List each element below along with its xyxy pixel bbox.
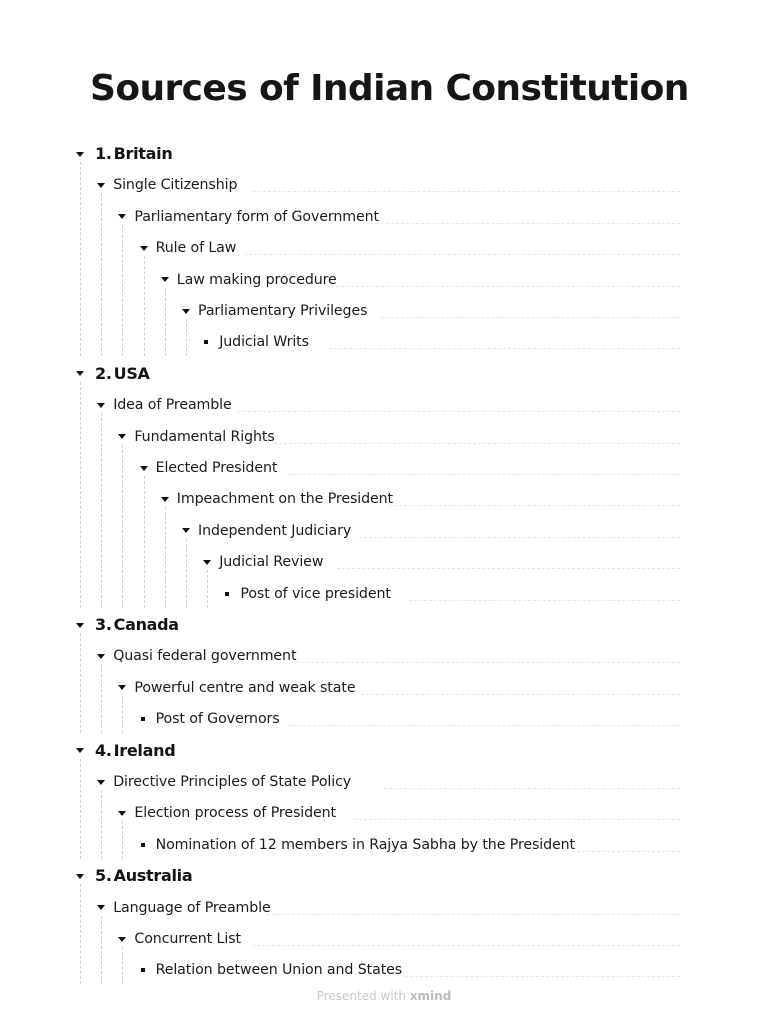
section-number: 3.: [95, 615, 112, 634]
collapse-arrow-icon[interactable]: [96, 651, 106, 661]
collapse-arrow-icon[interactable]: [160, 494, 170, 504]
indent-guide: [80, 382, 81, 608]
section-number: 1.: [95, 144, 112, 163]
outline-item[interactable]: [0, 550, 768, 574]
row-divider: [253, 191, 680, 192]
bullet-icon: [204, 340, 208, 344]
row-divider: [288, 474, 680, 475]
outline-item[interactable]: [0, 707, 768, 731]
row-divider: [267, 914, 680, 915]
indent-guide: [101, 916, 102, 985]
outline-item[interactable]: [0, 330, 768, 354]
footer-prefix: Presented with: [316, 989, 406, 1003]
outline-item-label: Quasi federal government: [113, 648, 297, 665]
outline-item[interactable]: [0, 958, 768, 982]
bullet-icon: [225, 592, 229, 596]
outline-item[interactable]: [0, 299, 768, 323]
outline-item-label: Language of Preamble: [113, 899, 271, 916]
outline-item[interactable]: [0, 801, 768, 825]
indent-guide: [122, 947, 123, 984]
outline-item[interactable]: [0, 487, 768, 511]
bullet-icon: [141, 717, 145, 721]
row-divider: [381, 317, 680, 318]
indent-guide: [144, 256, 145, 356]
outline-item-label: Impeachment on the President: [176, 491, 393, 508]
row-divider: [389, 505, 680, 506]
row-divider: [361, 694, 680, 695]
indent-guide: [165, 288, 166, 357]
row-divider: [409, 600, 680, 601]
outline-item[interactable]: [0, 770, 768, 794]
outline-item-label: Parliamentary form of Government: [134, 208, 380, 225]
outline-item-label: Fundamental Rights: [134, 428, 275, 445]
row-divider: [252, 945, 680, 946]
row-divider: [572, 851, 680, 852]
outline-item[interactable]: [0, 456, 768, 480]
outline-item-label: Single Citizenship: [113, 177, 238, 194]
indent-guide: [101, 193, 102, 356]
row-divider: [405, 976, 681, 977]
outline-item-label: Election process of President: [134, 805, 337, 822]
section-name: Canada: [113, 615, 179, 634]
row-divider: [238, 411, 680, 412]
outline-item-label: Parliamentary Privileges: [198, 303, 368, 319]
row-divider: [274, 443, 680, 444]
collapse-arrow-icon[interactable]: [117, 212, 127, 222]
row-divider: [337, 568, 680, 569]
outline-item[interactable]: [0, 268, 768, 292]
indent-guide: [80, 633, 81, 733]
outline-item[interactable]: [0, 425, 768, 449]
row-divider: [329, 348, 680, 349]
row-divider: [384, 788, 680, 789]
outline-item-label: Relation between Union and States: [155, 962, 403, 979]
collapse-arrow-icon[interactable]: [139, 463, 149, 473]
collapse-arrow-icon[interactable]: [75, 746, 85, 756]
section-row-ireland[interactable]: [0, 739, 768, 763]
indent-guide: [101, 790, 102, 859]
section-name: Australia: [113, 866, 193, 886]
row-divider: [376, 223, 680, 224]
indent-guide: [207, 570, 208, 607]
section-row-usa[interactable]: [0, 362, 768, 386]
collapse-arrow-icon[interactable]: [96, 400, 106, 410]
xmind-brand: xmind: [409, 989, 452, 1003]
collapse-arrow-icon[interactable]: [139, 243, 149, 253]
section-row-canada[interactable]: [0, 613, 768, 637]
outline-item[interactable]: [0, 173, 768, 197]
section-row-britain[interactable]: [0, 142, 768, 166]
outline-item[interactable]: [0, 833, 768, 857]
section-title: [95, 363, 150, 385]
outline-item-label: Idea of Preamble: [113, 397, 232, 414]
page-title: Sources of Indian Constitution: [90, 68, 689, 109]
collapse-arrow-icon[interactable]: [181, 526, 191, 536]
collapse-arrow-icon[interactable]: [96, 903, 106, 913]
row-divider: [354, 819, 680, 820]
section-name: USA: [113, 363, 150, 383]
indent-guide: [80, 162, 81, 356]
outline-item-label: Powerful centre and weak state: [134, 679, 356, 696]
row-divider: [331, 286, 680, 287]
collapse-arrow-icon[interactable]: [117, 934, 127, 944]
outline-item[interactable]: [0, 927, 768, 951]
presented-with-footer: [0, 989, 768, 1003]
section-number: 4.: [95, 740, 112, 760]
indent-guide: [165, 507, 166, 607]
indent-guide: [122, 696, 123, 733]
collapse-arrow-icon[interactable]: [160, 275, 170, 285]
outline-item-label: Nomination of 12 members in Rajya Sabha by the President: [155, 836, 576, 853]
outline-item-label: Post of Governors: [155, 711, 280, 728]
collapse-arrow-icon[interactable]: [75, 871, 85, 881]
indent-guide: [101, 664, 102, 733]
row-divider: [244, 254, 680, 255]
section-title: [95, 614, 179, 636]
row-divider: [288, 725, 680, 726]
collapse-arrow-icon[interactable]: [96, 777, 106, 787]
row-divider: [296, 662, 680, 663]
section-title: [95, 865, 192, 887]
outline-item[interactable]: [0, 519, 768, 543]
indent-guide: [122, 821, 123, 858]
section-name: Ireland: [113, 740, 176, 760]
indent-guide: [80, 884, 81, 984]
collapse-arrow-icon[interactable]: [117, 432, 127, 442]
indent-guide: [101, 413, 102, 607]
collapse-arrow-icon[interactable]: [117, 683, 127, 693]
outline-item[interactable]: [0, 582, 768, 606]
collapse-arrow-icon[interactable]: [181, 306, 191, 316]
indent-guide: [186, 319, 187, 356]
outline-item[interactable]: [0, 205, 768, 229]
indent-guide: [80, 759, 81, 859]
outline-item[interactable]: [0, 236, 768, 260]
outline-item-label: Law making procedure: [176, 271, 337, 288]
collapse-arrow-icon[interactable]: [96, 180, 106, 190]
outline-item-label: Post of vice president: [240, 585, 391, 602]
indent-guide: [122, 445, 123, 608]
outline-item-label: Judicial Review: [219, 554, 324, 571]
outline-item-label: Elected President: [155, 460, 278, 476]
outline-item-label: Judicial Writs: [219, 334, 309, 351]
indent-guide: [186, 539, 187, 608]
collapse-arrow-icon[interactable]: [117, 808, 127, 818]
outline-item-label: Independent Judiciary: [198, 522, 352, 539]
collapse-arrow-icon[interactable]: [202, 557, 212, 567]
section-number: 5.: [95, 866, 112, 886]
row-divider: [359, 537, 680, 538]
outline-item[interactable]: [0, 896, 768, 920]
section-title: [95, 740, 175, 762]
section-number: 2.: [95, 363, 112, 383]
outline-item[interactable]: [0, 393, 768, 417]
outline-item-label: Rule of Law: [155, 240, 237, 257]
collapse-arrow-icon[interactable]: [75, 620, 85, 630]
indent-guide: [144, 476, 145, 608]
outline-item[interactable]: [0, 644, 768, 668]
outline-item-label: Directive Principles of State Policy: [113, 774, 352, 790]
indent-guide: [122, 225, 123, 357]
bullet-icon: [141, 968, 145, 972]
outline-item[interactable]: [0, 676, 768, 700]
collapse-arrow-icon[interactable]: [75, 149, 85, 159]
bullet-icon: [141, 843, 145, 847]
outline-item-label: Concurrent List: [134, 931, 241, 947]
section-name: Britain: [113, 144, 173, 163]
collapse-arrow-icon[interactable]: [75, 369, 85, 379]
section-row-australia[interactable]: [0, 864, 768, 888]
section-title: [95, 143, 172, 165]
